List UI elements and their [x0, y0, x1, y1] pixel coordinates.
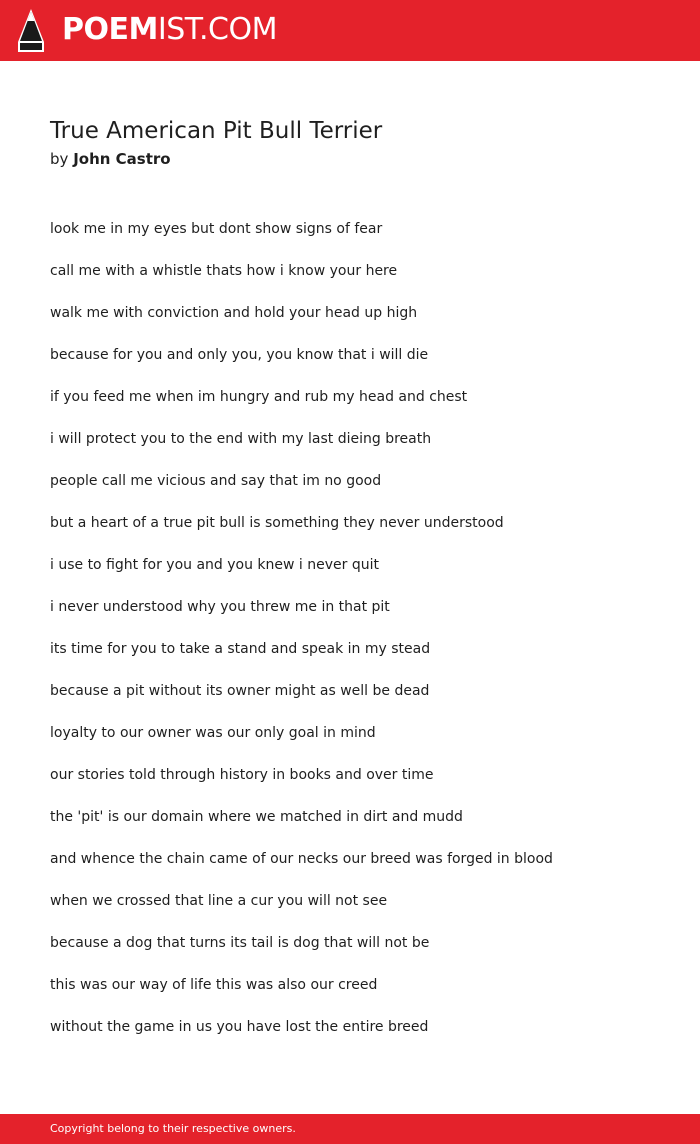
poem-line: our stories told through history in books and over time: [50, 767, 434, 783]
poem-line: call me with a whistle thats how i know your here: [50, 263, 398, 279]
poem-body: [50, 218, 670, 1058]
poem-title: True American Pit Bull Terrier: [50, 118, 383, 144]
poem-line: look me in my eyes but dont show signs of fear: [50, 221, 383, 237]
poem-line: people call me vicious and say that im no good: [50, 473, 382, 489]
poem-line: loyalty to our owner was our only goal in mind: [50, 725, 376, 741]
poem-line: walk me with conviction and hold your head up high: [50, 305, 418, 321]
poem-line: if you feed me when im hungry and rub my head and chest: [50, 389, 468, 405]
poem-line: because a dog that turns its tail is dog that will not be: [50, 935, 430, 951]
site-header: [0, 0, 700, 61]
poem-line: this was our way of life this was also our creed: [50, 977, 378, 993]
poem-line: without the game in us you have lost the entire breed: [50, 1019, 429, 1035]
pencil-tip-icon[interactable]: [17, 9, 45, 52]
logo-bold-text: POEM: [62, 12, 158, 47]
poem-line: i use to fight for you and you knew i never quit: [50, 557, 379, 573]
logo-light-text: IST.COM: [157, 12, 277, 47]
poem-line: its time for you to take a stand and speak in my stead: [50, 641, 431, 657]
poem-line: i never understood why you threw me in that pit: [50, 599, 390, 615]
site-footer: [0, 1114, 700, 1144]
author-name: John Castro: [73, 150, 171, 168]
poem-line: because for you and only you, you know that i will die: [50, 347, 429, 363]
by-label: by: [50, 150, 69, 168]
poem-line: because a pit without its owner might as well be dead: [50, 683, 430, 699]
site-logo[interactable]: [62, 11, 277, 49]
poem-line: when we crossed that line a cur you will not see: [50, 893, 388, 909]
poem-line: and whence the chain came of our necks our breed was forged in blood: [50, 851, 553, 867]
copyright-text: Copyright belong to their respective owners.: [50, 1122, 296, 1135]
poem-line: i will protect you to the end with my last dieing breath: [50, 431, 432, 447]
byline: [50, 149, 171, 169]
poem-line: but a heart of a true pit bull is something they never understood: [50, 515, 504, 531]
poem-line: the 'pit' is our domain where we matched in dirt and mudd: [50, 809, 463, 825]
